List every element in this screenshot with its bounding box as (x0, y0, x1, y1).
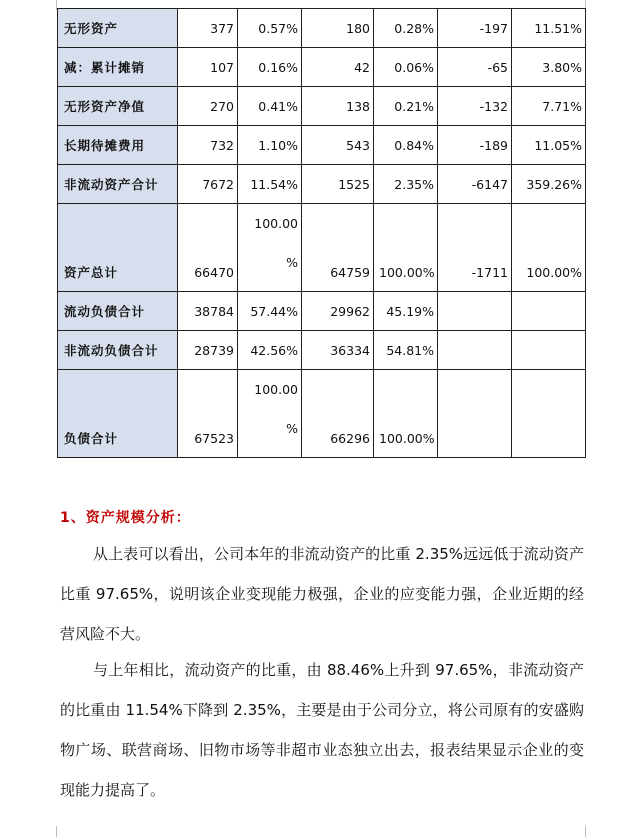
cell: 7.71% (512, 87, 586, 126)
row-label: 资产总计 (58, 204, 178, 292)
cell (438, 370, 512, 458)
cell: 100.00% (374, 204, 438, 292)
cell: 377 (178, 9, 238, 48)
row-label: 减：累计摊销 (58, 48, 178, 87)
row-label: 流动负债合计 (58, 292, 178, 331)
table-row (58, 48, 586, 87)
row-label: 非流动资产合计 (58, 165, 178, 204)
cell: 0.16% (238, 48, 302, 87)
table-row (58, 292, 586, 331)
paragraph: 与上年相比，流动资产的比重，由 88.46%上升到 97.65%，非流动资产的比重由 11.54%下降到 2.35%，主要是由于公司分立，将公司原有的安盛购物广场、联营商场、旧物市场等非超市业态独立出去，报表结果显示企业的变现能力提高了。 (60, 661, 584, 799)
table-row (58, 126, 586, 165)
cell: -132 (438, 87, 512, 126)
cell (438, 331, 512, 370)
cell: 0.57% (238, 9, 302, 48)
table-row (58, 87, 586, 126)
cell (512, 370, 586, 458)
cell-bottom-line: % (286, 255, 298, 270)
cell: 1525 (302, 165, 374, 204)
row-label: 无形资产 (58, 9, 178, 48)
table-row (58, 204, 586, 292)
cell: 64759 (302, 204, 374, 292)
table-row (58, 165, 586, 204)
cell-wrapped (238, 370, 302, 458)
cell: 100.00% (512, 204, 586, 292)
corner-mark-bottom-left (56, 826, 57, 837)
cell: 3.80% (512, 48, 586, 87)
cell: -189 (438, 126, 512, 165)
table-row (58, 9, 586, 48)
cell: 11.05% (512, 126, 586, 165)
cell: 359.26% (512, 165, 586, 204)
row-label: 非流动负债合计 (58, 331, 178, 370)
cell: -6147 (438, 165, 512, 204)
cell: 11.51% (512, 9, 586, 48)
cell: 36334 (302, 331, 374, 370)
corner-mark-bottom-right (585, 826, 586, 837)
cell: 67523 (178, 370, 238, 458)
cell-top-line: 100.00 (254, 216, 298, 231)
cell: 1.10% (238, 126, 302, 165)
cell: 28739 (178, 331, 238, 370)
cell: 543 (302, 126, 374, 165)
row-label: 长期待摊费用 (58, 126, 178, 165)
cell: 42 (302, 48, 374, 87)
cell (438, 292, 512, 331)
table-row (58, 370, 586, 458)
table-row (58, 331, 586, 370)
row-label: 负债合计 (58, 370, 178, 458)
paragraph: 从上表可以看出，公司本年的非流动资产的比重 2.35%远远低于流动资产比重 97.65%，说明该企业变现能力极强，企业的应变能力强，企业近期的经营风险不大。 (60, 545, 584, 643)
cell: 0.41% (238, 87, 302, 126)
cell-wrapped (238, 204, 302, 292)
cell: 2.35% (374, 165, 438, 204)
cell: 100.00% (374, 370, 438, 458)
cell: 38784 (178, 292, 238, 331)
cell: 42.56% (238, 331, 302, 370)
cell: 66470 (178, 204, 238, 292)
cell: 29962 (302, 292, 374, 331)
cell: 0.06% (374, 48, 438, 87)
cell: 0.21% (374, 87, 438, 126)
cell: 57.44% (238, 292, 302, 331)
row-label: 无形资产净值 (58, 87, 178, 126)
cell: -65 (438, 48, 512, 87)
cell: -197 (438, 9, 512, 48)
cell: 54.81% (374, 331, 438, 370)
cell (512, 292, 586, 331)
cell: 180 (302, 9, 374, 48)
cell: 0.84% (374, 126, 438, 165)
cell: 7672 (178, 165, 238, 204)
cell: -1711 (438, 204, 512, 292)
financial-table (57, 8, 586, 458)
cell: 270 (178, 87, 238, 126)
cell: 732 (178, 126, 238, 165)
cell: 138 (302, 87, 374, 126)
cell-bottom-line: % (286, 421, 298, 436)
cell: 45.19% (374, 292, 438, 331)
cell-top-line: 100.00 (254, 382, 298, 397)
cell (512, 331, 586, 370)
cell: 66296 (302, 370, 374, 458)
section-heading: 1、资产规模分析： (60, 510, 191, 526)
cell: 11.54% (238, 165, 302, 204)
cell: 0.28% (374, 9, 438, 48)
cell: 107 (178, 48, 238, 87)
